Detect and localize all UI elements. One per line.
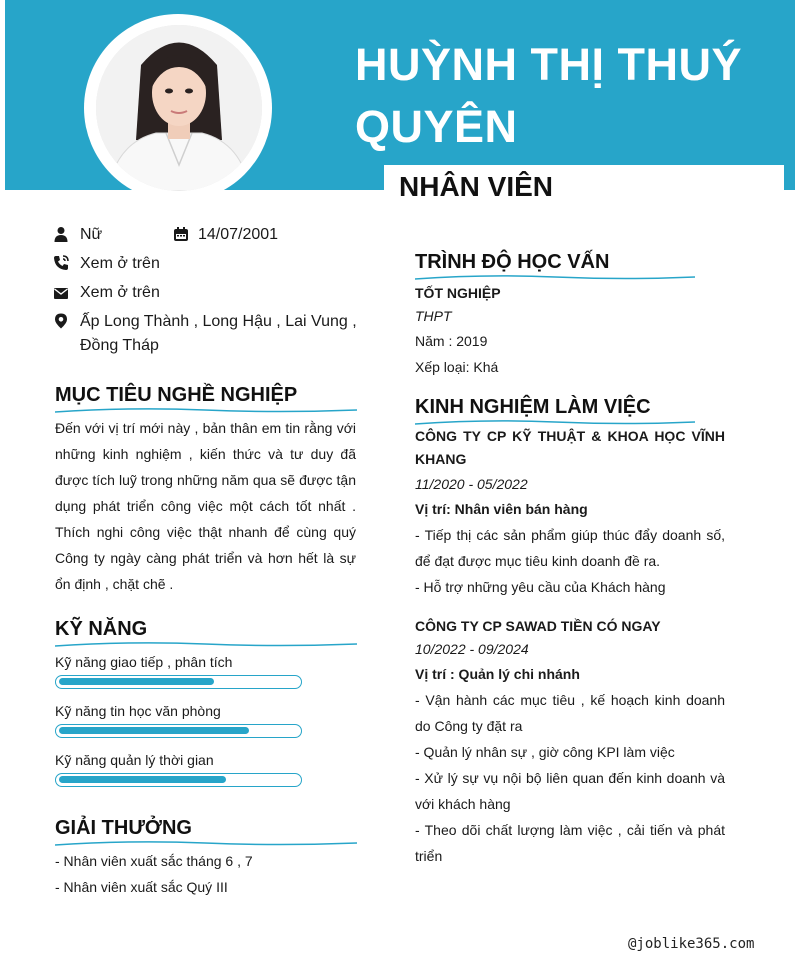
objective-title: MỤC TIÊU NGHỀ NGHIỆP (55, 384, 298, 406)
calendar-icon (173, 226, 189, 242)
skill-label: Kỹ năng tin học văn phòng (55, 703, 221, 719)
job-company: CÔNG TY CP SAWAD TIỀN CÓ NGAY (415, 618, 661, 634)
objective-text: Đến với vị trí mới này , bản thân em tin rằng với những kinh nghiệm , kiến thức và tư duy đã được tích luỹ trong những năm qua sẽ được tận dụng phát triển công việc một cách tốt nhất . Thích nghi công việc thật nhanh để cùng quý Công ty ngày càng phát triển và hơn hết là sự ổn định , chặt chẽ . (55, 420, 356, 592)
job-period: 10/2022 - 09/2024 (415, 641, 529, 657)
experience-title: KINH NGHIỆM LÀM VIỆC (415, 396, 651, 418)
candidate-name: HUỲNH THỊ THUÝ QUYÊN (355, 39, 742, 152)
skills-title: KỸ NĂNG (55, 618, 148, 640)
skill-bar (55, 675, 302, 689)
job-role: Vị trí : Quản lý chi nhánh (415, 666, 580, 682)
job-duty: - Theo dõi chất lượng làm việc , cải tiến và phát triển (415, 822, 725, 864)
avatar (96, 25, 262, 191)
education-title: TRÌNH ĐỘ HỌC VẤN (415, 251, 610, 273)
footer-watermark: @joblike365.com (628, 936, 755, 952)
birthday: 14/07/2001 (198, 226, 279, 243)
email-icon (53, 285, 69, 301)
job-period: 11/2020 - 05/2022 (415, 476, 528, 492)
education-year: Năm : 2019 (415, 333, 488, 349)
skill-bar-fill (59, 776, 226, 783)
education-school: THPT (415, 308, 452, 324)
job-duty: - Hỗ trợ những yêu cầu của Khách hàng (415, 579, 666, 595)
phone: Xem ở trên (80, 255, 160, 272)
skills-title-underline (55, 641, 357, 649)
skill-bar (55, 724, 302, 738)
education-grade: Xếp loại: Khá (415, 359, 499, 375)
location-icon (53, 313, 69, 329)
skill-bar (55, 773, 302, 787)
skill-bar-fill (59, 727, 249, 734)
skill-label: Kỹ năng giao tiếp , phân tích (55, 654, 233, 670)
job-duty: - Xử lý sự vụ nội bộ liên quan đến kinh doanh và với khách hàng (415, 770, 725, 812)
gender: Nữ (80, 226, 103, 243)
job-duty: - Vận hành các mục tiêu , kế hoạch kinh doanh do Công ty đặt ra (415, 692, 725, 734)
awards-title: GIẢI THƯỞNG (55, 817, 192, 839)
user-icon (53, 226, 69, 242)
award-item: - Nhân viên xuất sắc Quý III (55, 879, 228, 895)
award-item: - Nhân viên xuất sắc tháng 6 , 7 (55, 853, 253, 869)
job-company: CÔNG TY CP KỸ THUẬT & KHOA HỌC VĨNH KHANG (415, 428, 725, 467)
job-role: Vị trí: Nhân viên bán hàng (415, 501, 588, 517)
position-title: NHÂN VIÊN (399, 171, 554, 202)
email: Xem ở trên (80, 284, 160, 301)
skill-label: Kỹ năng quản lý thời gian (55, 752, 214, 768)
skill-bar-fill (59, 678, 214, 685)
job-duty: - Tiếp thị các sản phẩm giúp thúc đẩy doanh số, để đạt được mục tiêu kinh doanh đề ra. (415, 527, 725, 569)
phone-icon (53, 255, 69, 271)
awards-title-underline (55, 840, 357, 848)
address: Ấp Long Thành , Long Hậu , Lai Vung , Đồng Tháp (80, 313, 357, 354)
job-duty: - Quản lý nhân sự , giờ công KPI làm việc (415, 744, 675, 760)
education-degree: TỐT NGHIỆP (415, 285, 501, 301)
objective-title-underline (55, 407, 357, 415)
